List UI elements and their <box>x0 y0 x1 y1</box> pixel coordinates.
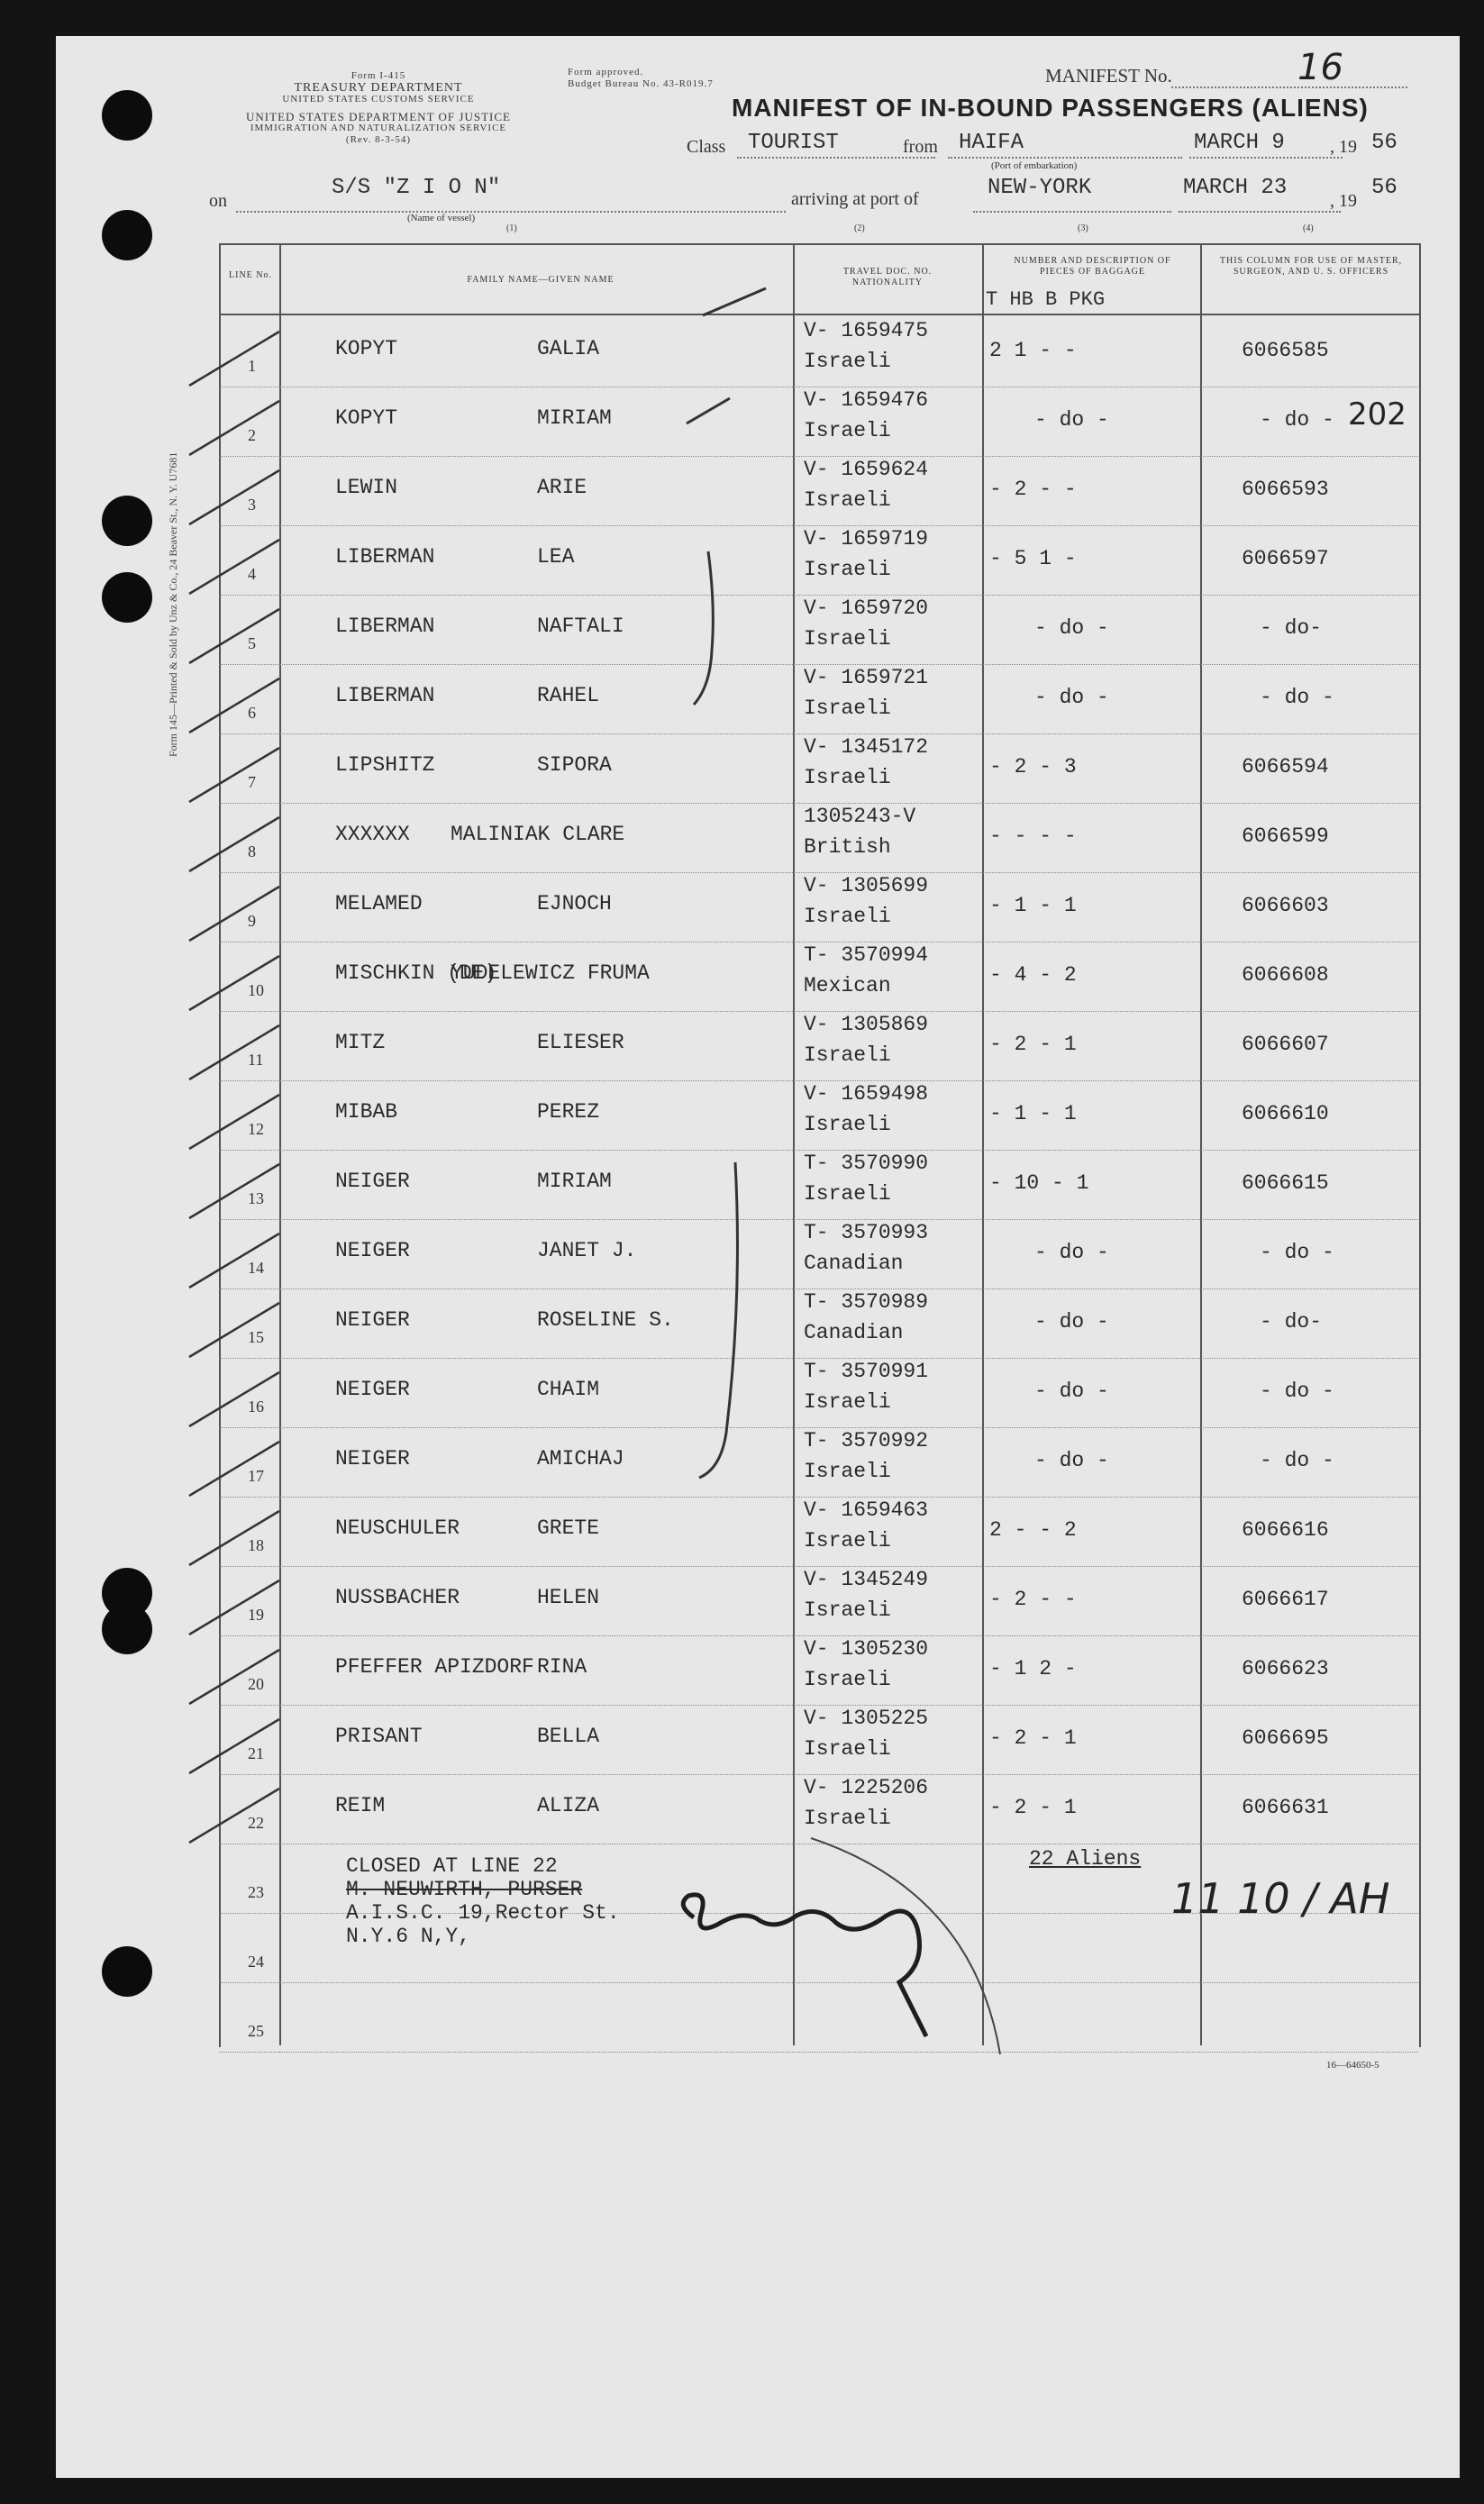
officer-number: 6066585 <box>1242 339 1329 362</box>
line-number: 10 <box>248 981 264 999</box>
nationality: Israeli <box>804 1737 891 1761</box>
col-divider <box>982 243 984 2045</box>
travel-doc: V- 1659463 <box>804 1498 929 1522</box>
line-number: 14 <box>248 1259 264 1277</box>
line-number: 17 <box>248 1467 264 1485</box>
check-slash <box>180 808 288 880</box>
handwritten-note: 11 10 / AH <box>1171 1874 1390 1923</box>
family-name: KOPYT <box>335 406 398 430</box>
travel-doc: T- 3570992 <box>804 1429 929 1452</box>
nationality: British <box>804 835 891 859</box>
col-4-note: (4) <box>1303 223 1314 233</box>
family-name: NUSSBACHER <box>335 1586 460 1609</box>
year1: 56 <box>1371 131 1398 155</box>
row-divider <box>279 2052 1418 2053</box>
line-number: 9 <box>248 912 256 930</box>
from-value: HAIFA <box>959 131 1024 155</box>
travel-doc: T- 3570989 <box>804 1290 929 1314</box>
family-name: LIBERMAN <box>335 615 435 638</box>
travel-doc: V- 1305869 <box>804 1013 929 1036</box>
officer-number: 6066623 <box>1242 1657 1329 1680</box>
given-name: BELLA <box>537 1725 600 1748</box>
officer-number: 6066610 <box>1242 1102 1329 1125</box>
line-number: 12 <box>248 1120 264 1138</box>
travel-doc: V- 1225206 <box>804 1776 929 1799</box>
arriving-label: arriving at port of <box>791 189 919 209</box>
row-divider <box>279 525 1418 526</box>
family-name: MIBAB <box>335 1100 398 1124</box>
from-leader <box>948 157 1182 159</box>
baggage: - do - <box>1034 1310 1109 1334</box>
manifest-label: MANIFEST No. <box>1045 65 1172 87</box>
line-number: 24 <box>248 1953 264 1971</box>
nationality: Israeli <box>804 1113 891 1136</box>
row-divider <box>279 733 1418 734</box>
family-name: NEIGER <box>335 1308 410 1332</box>
check-slash <box>180 1225 288 1297</box>
check-slash <box>180 531 288 603</box>
class-value: TOURIST <box>748 131 839 155</box>
nationality: Israeli <box>804 488 891 512</box>
line-number: 5 <box>248 634 256 652</box>
form-approved: Form approved. <box>568 67 644 77</box>
officer-number: - do - <box>1260 686 1334 709</box>
col-officers-header: THIS COLUMN FOR USE OF MASTER, SURGEON, AND U. S. OFFICERS <box>1219 256 1403 277</box>
line-number: 13 <box>248 1189 264 1207</box>
row-divider <box>279 595 1418 596</box>
arrival-port: NEW-YORK <box>988 176 1092 200</box>
travel-doc: 1305243-V <box>804 805 916 828</box>
manifest-number: 16 <box>1297 47 1343 88</box>
nationality: Israeli <box>804 905 891 928</box>
nationality: Israeli <box>804 1807 891 1830</box>
col-baggage-sub: T HB B PKG <box>986 288 1106 311</box>
family-name: NEIGER <box>335 1170 410 1193</box>
given-name: MIRIAM <box>537 1170 612 1193</box>
given-name: PEREZ <box>537 1100 600 1124</box>
family-name: LIBERMAN <box>335 545 435 569</box>
officer-number: 6066607 <box>1242 1033 1329 1056</box>
travel-doc: V- 1305699 <box>804 874 929 897</box>
nationality: Israeli <box>804 1182 891 1206</box>
given-name: HELEN <box>537 1586 600 1609</box>
line-number: 6 <box>248 704 256 722</box>
given-name: ALIZA <box>537 1794 600 1817</box>
check-slash <box>180 1433 288 1505</box>
line-number: 1 <box>248 357 256 375</box>
date1: MARCH 9 <box>1194 131 1285 155</box>
vessel-note: (Name of vessel) <box>407 213 476 223</box>
nationality: Canadian <box>804 1321 904 1344</box>
col-divider <box>793 243 795 2045</box>
officer-number: 6066599 <box>1242 824 1329 848</box>
check-slash <box>180 1502 288 1574</box>
family-name: KOPYT <box>335 337 398 360</box>
manifest-leader <box>1171 87 1407 88</box>
row-divider <box>279 1427 1418 1428</box>
vessel-leader <box>236 211 786 213</box>
given-name: GALIA <box>537 337 600 360</box>
nationality: Israeli <box>804 1390 891 1414</box>
date2-leader <box>1179 211 1341 213</box>
col-divider <box>1200 243 1202 2045</box>
binder-hole <box>102 90 152 141</box>
officer-number: 6066593 <box>1242 478 1329 501</box>
check-slash <box>180 1710 288 1782</box>
binder-hole <box>102 210 152 260</box>
class-label: Class <box>687 137 726 157</box>
approval-block <box>568 67 784 90</box>
baggage: - 2 - 3 <box>989 755 1077 779</box>
form-revision: (Rev. 8-3-54) <box>345 134 412 145</box>
justice-dept: UNITED STATES DEPARTMENT OF JUSTICE <box>246 110 511 123</box>
travel-doc: V- 1659721 <box>804 666 929 689</box>
vessel-name: S/S "Z I O N" <box>332 176 501 200</box>
nationality: Israeli <box>804 1460 891 1483</box>
baggage: - do - <box>1034 1241 1109 1264</box>
family-name: NEIGER <box>335 1378 410 1401</box>
baggage: 2 1 - - <box>989 339 1077 362</box>
row-divider <box>279 456 1418 457</box>
check-slash <box>180 1571 288 1644</box>
officer-number: - do - <box>1260 1379 1334 1403</box>
line-number: 15 <box>248 1328 264 1346</box>
given-name: JANET J. <box>537 1239 637 1262</box>
family-name: LIBERMAN <box>335 684 435 707</box>
travel-doc: T- 3570991 <box>804 1360 929 1383</box>
given-name: ROSELINE S. <box>537 1308 674 1332</box>
officer-number: 6066594 <box>1242 755 1329 779</box>
family-name: REIM <box>335 1794 386 1817</box>
line-number: 16 <box>248 1398 264 1416</box>
check-slash <box>180 323 288 395</box>
treasury-dept: TREASURY DEPARTMENT <box>294 81 463 95</box>
given-name: NAFTALI <box>537 615 624 638</box>
nationality: Israeli <box>804 1529 891 1552</box>
date1-leader <box>1189 157 1343 159</box>
from-label: from <box>903 137 938 157</box>
given-name: ELIESER <box>537 1031 624 1054</box>
given-name: RAHEL <box>537 684 600 707</box>
baggage: - 2 - - <box>989 478 1077 501</box>
check-slash <box>180 1086 288 1158</box>
given-name: CHAIM <box>537 1378 600 1401</box>
travel-doc: T- 3570994 <box>804 943 929 967</box>
family-name: NEUSCHULER <box>335 1516 460 1540</box>
check-slash <box>180 947 288 1019</box>
line-number: 4 <box>248 565 256 583</box>
given-name: YUDELEWICZ FRUMA <box>451 961 650 985</box>
date2: MARCH 23 <box>1183 176 1288 200</box>
check-slash <box>180 1363 288 1435</box>
check-slash <box>180 669 288 742</box>
nationality: Israeli <box>804 350 891 373</box>
check-slash <box>180 1016 288 1088</box>
given-name: MALINIAK CLARE <box>451 823 625 846</box>
nationality: Mexican <box>804 974 891 997</box>
baggage: 2 - - 2 <box>989 1518 1077 1542</box>
travel-doc: V- 1305225 <box>804 1707 929 1730</box>
binder-hole <box>102 572 152 623</box>
row-divider <box>279 1288 1418 1289</box>
family-name: LEWIN <box>335 476 398 499</box>
customs-service: UNITED STATES CUSTOMS SERVICE <box>282 94 475 105</box>
row-divider <box>279 1497 1418 1498</box>
nationality: Canadian <box>804 1252 904 1275</box>
check-slash <box>180 1641 288 1713</box>
line-number: 2 <box>248 426 256 444</box>
year1-prefix: , 19 <box>1330 137 1357 157</box>
baggage: - 2 - 1 <box>989 1033 1077 1056</box>
travel-doc: V- 1659476 <box>804 388 929 412</box>
row-divider <box>279 803 1418 804</box>
col-3-note: (3) <box>1078 223 1088 233</box>
line-cell-divider <box>219 1913 279 1914</box>
family-name: NEIGER <box>335 1239 410 1262</box>
given-name: LEA <box>537 545 575 569</box>
line-number: 22 <box>248 1814 264 1832</box>
row-divider <box>279 1705 1418 1706</box>
nationality: Israeli <box>804 697 891 720</box>
printer-imprint: Form 145—Printed & Sold by Unz & Co., 24 Beaver St., N. Y. U7681 <box>167 451 179 757</box>
row-divider <box>279 1635 1418 1636</box>
line-number: 25 <box>248 2022 264 2040</box>
given-name: ARIE <box>537 476 587 499</box>
binder-hole <box>102 1946 152 1997</box>
nationality: Israeli <box>804 1043 891 1067</box>
baggage: - 2 - 1 <box>989 1726 1077 1750</box>
officer-number: 6066603 <box>1242 894 1329 917</box>
officer-number: - do - <box>1260 408 1334 432</box>
closing-line-3: A.I.S.C. 19,Rector St. <box>346 1901 620 1925</box>
port-embark-note: (Port of embarkation) <box>991 160 1078 171</box>
check-slash <box>180 1294 288 1366</box>
year2-prefix: , 19 <box>1330 191 1357 211</box>
officer-number: - do- <box>1260 1310 1323 1334</box>
handwritten-202: 202 <box>1348 396 1407 433</box>
officer-number: 6066631 <box>1242 1796 1329 1819</box>
line-number: 19 <box>248 1606 264 1624</box>
ins-service: IMMIGRATION AND NATURALIZATION SERVICE <box>250 123 507 133</box>
officer-number: - do - <box>1260 1449 1334 1472</box>
nationality: Israeli <box>804 627 891 651</box>
baggage: - 2 - 1 <box>989 1796 1077 1819</box>
line-number: 18 <box>248 1536 264 1554</box>
closing-line-4: N.Y.6 N,Y, <box>346 1925 471 1948</box>
table-header-rule <box>219 314 1419 315</box>
family-name: MELAMED <box>335 892 423 915</box>
family-name: XXXXXX <box>335 823 410 846</box>
row-divider <box>279 1566 1418 1567</box>
row-divider <box>279 1358 1418 1359</box>
family-name: PRISANT <box>335 1725 423 1748</box>
budget-bureau: Budget Bureau No. 43-R019.7 <box>568 78 714 89</box>
closing-line-2: M. NEUWIRTH, PURSER <box>346 1878 583 1901</box>
line-number: 8 <box>248 842 256 860</box>
baggage: - 4 - 2 <box>989 963 1077 987</box>
officer-number: 6066616 <box>1242 1518 1329 1542</box>
baggage: - do - <box>1034 1379 1109 1403</box>
nationality: Israeli <box>804 419 891 442</box>
line-number: 23 <box>248 1883 264 1901</box>
row-divider <box>279 1774 1418 1775</box>
col-name-header: FAMILY NAME—GIVEN NAME <box>467 275 615 285</box>
travel-doc: T- 3570993 <box>804 1221 929 1244</box>
line-number: 7 <box>248 773 256 791</box>
row-divider <box>279 1080 1418 1081</box>
row-divider <box>279 1982 1418 1983</box>
form-block <box>207 70 550 146</box>
check-slash <box>180 461 288 533</box>
given-name: RINA <box>537 1655 587 1679</box>
line-cell-divider <box>219 1982 279 1983</box>
check-slash <box>180 600 288 672</box>
officer-number: - do- <box>1260 616 1323 640</box>
row-divider <box>279 872 1418 873</box>
line-number: 21 <box>248 1744 264 1762</box>
baggage: - do - <box>1034 1449 1109 1472</box>
binder-hole <box>102 496 152 546</box>
row-divider <box>279 1011 1418 1012</box>
travel-doc: V- 1659498 <box>804 1082 929 1106</box>
travel-doc: V- 1345249 <box>804 1568 929 1591</box>
check-slash <box>180 1780 288 1852</box>
officer-number: 6066615 <box>1242 1171 1329 1195</box>
col-travel-header: TRAVEL DOC. NO. NATIONALITY <box>842 267 933 287</box>
baggage: - 1 - 1 <box>989 894 1077 917</box>
line-cell-divider <box>219 2052 279 2053</box>
check-slash <box>180 392 288 464</box>
nationality: Israeli <box>804 558 891 581</box>
row-divider <box>279 1150 1418 1151</box>
binder-hole <box>102 1604 152 1654</box>
closing-line-1: CLOSED AT LINE 22 <box>346 1854 558 1878</box>
page-title: MANIFEST OF IN-BOUND PASSENGERS (ALIENS) <box>732 94 1369 122</box>
row-divider <box>279 664 1418 665</box>
baggage: - do - <box>1034 686 1109 709</box>
line-number: 11 <box>248 1051 264 1069</box>
nationality: Israeli <box>804 766 891 789</box>
form-number: Form I-415 <box>351 70 406 81</box>
given-name: MIRIAM <box>537 406 612 430</box>
given-name: SIPORA <box>537 753 612 777</box>
officer-number: 6066695 <box>1242 1726 1329 1750</box>
port-leader <box>973 211 1171 213</box>
row-divider <box>279 1219 1418 1220</box>
family-name: MITZ <box>335 1031 386 1054</box>
officer-number: 6066608 <box>1242 963 1329 987</box>
col-line-header: LINE No. <box>229 270 272 280</box>
aliens-total: 22 Aliens <box>1029 1847 1142 1871</box>
check-slash <box>180 878 288 950</box>
family-name: LIPSHITZ <box>335 753 435 777</box>
baggage: - 5 1 - <box>989 547 1077 570</box>
col-1-note: (1) <box>506 223 517 233</box>
travel-doc: T- 3570990 <box>804 1152 929 1175</box>
year2: 56 <box>1371 176 1398 200</box>
baggage: - 10 - 1 <box>989 1171 1089 1195</box>
line-number: 3 <box>248 496 256 514</box>
officer-number: 6066597 <box>1242 547 1329 570</box>
family-name: NEIGER <box>335 1447 410 1471</box>
check-slash <box>180 1155 288 1227</box>
given-name: EJNOCH <box>537 892 612 915</box>
footer-code: 16—64650-5 <box>1326 2060 1379 2071</box>
travel-doc: V- 1659624 <box>804 458 929 481</box>
given-name: AMICHAJ <box>537 1447 624 1471</box>
travel-doc: V- 1659720 <box>804 596 929 620</box>
on-label: on <box>209 191 227 211</box>
baggage: - 1 - 1 <box>989 1102 1077 1125</box>
baggage: - 2 - - <box>989 1588 1077 1611</box>
officer-number: - do - <box>1260 1241 1334 1264</box>
col-baggage-header: NUMBER AND DESCRIPTION OF PIECES OF BAGGAGE <box>1014 256 1171 277</box>
travel-doc: V- 1659475 <box>804 319 929 342</box>
given-name: GRETE <box>537 1516 600 1540</box>
nationality: Israeli <box>804 1668 891 1691</box>
baggage: - 1 2 - <box>989 1657 1077 1680</box>
col-2-note: (2) <box>854 223 865 233</box>
officer-number: 6066617 <box>1242 1588 1329 1611</box>
baggage: - do - <box>1034 408 1109 432</box>
nationality: Israeli <box>804 1598 891 1622</box>
family-name: MISCHKIN (DE) <box>335 961 497 985</box>
line-number: 20 <box>248 1675 264 1693</box>
check-slash <box>180 739 288 811</box>
family-name: PFEFFER APIZDORF <box>335 1655 534 1679</box>
travel-doc: V- 1659719 <box>804 527 929 551</box>
baggage: - do - <box>1034 616 1109 640</box>
travel-doc: V- 1345172 <box>804 735 929 759</box>
travel-doc: V- 1305230 <box>804 1637 929 1661</box>
baggage: - - - - <box>989 824 1077 848</box>
